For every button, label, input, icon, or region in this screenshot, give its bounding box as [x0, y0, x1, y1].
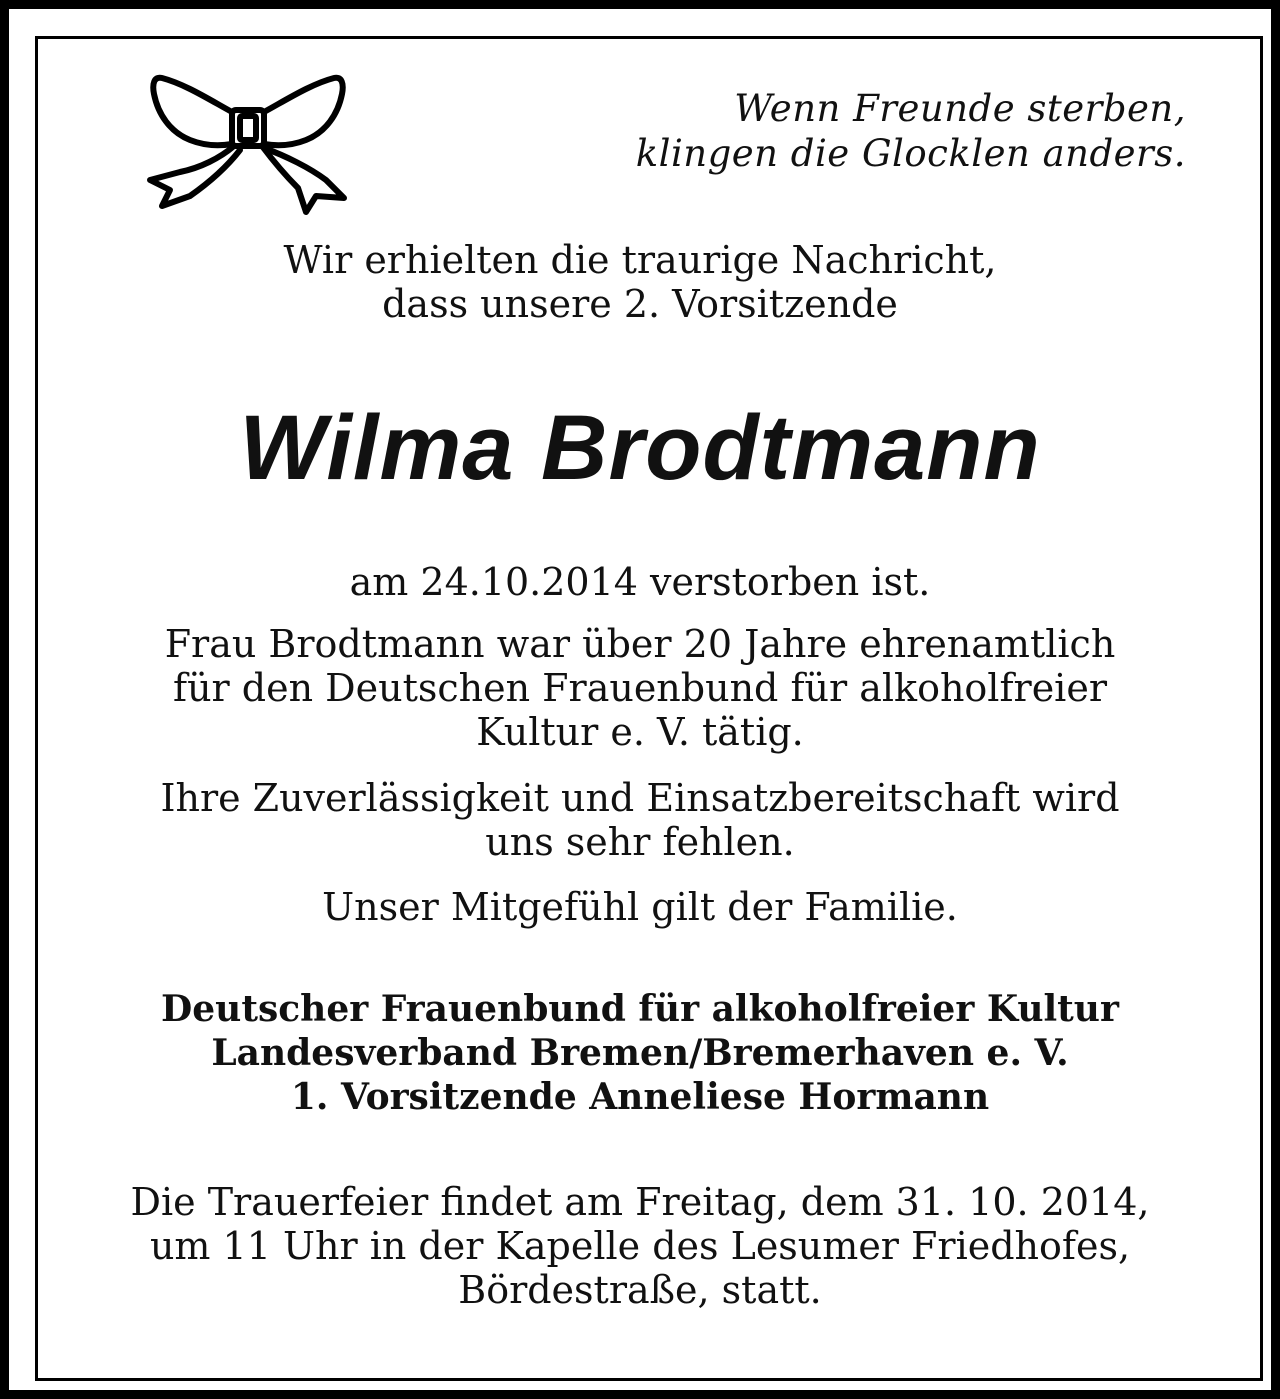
tribute-line: Frau Brodtmann war über 20 Jahre ehrenamtlich: [164, 622, 1116, 666]
death-date-line: am 24.10.2014 verstorben ist.: [349, 560, 931, 604]
signature-line: Deutscher Frauenbund für alkoholfreier Kultur: [161, 988, 1119, 1030]
signature-block: [30, 987, 1250, 1119]
signature-line: 1. Vorsitzende Anneliese Hormann: [290, 1076, 990, 1118]
motto-line: Wenn Freunde sterben,: [734, 87, 1186, 130]
deceased-name: Wilma Brodtmann: [239, 397, 1041, 499]
funeral-info: [30, 1180, 1250, 1312]
motto-quote: [636, 86, 1186, 176]
bow-icon: [140, 70, 356, 220]
condolence-line: Unser Mitgefühl gilt der Familie.: [322, 885, 958, 929]
funeral-line: um 11 Uhr in der Kapelle des Lesumer Friedhofes,: [149, 1224, 1131, 1268]
motto-line: klingen die Glocklen anders.: [635, 132, 1186, 175]
tribute-line: uns sehr fehlen.: [485, 820, 795, 864]
intro-line: dass unsere 2. Vorsitzende: [382, 282, 898, 326]
tribute-line: Kultur e. V. tätig.: [476, 710, 804, 754]
intro-text: [30, 238, 1250, 326]
funeral-line: Bördestraße, statt.: [458, 1268, 822, 1312]
tribute-line: Ihre Zuverlässigkeit und Einsatzbereitschaft wird: [160, 776, 1120, 820]
funeral-line: Die Trauerfeier findet am Freitag, dem 31. 10. 2014,: [130, 1180, 1150, 1224]
intro-line: Wir erhielten die traurige Nachricht,: [283, 238, 997, 282]
tribute-paragraph-service: [30, 622, 1250, 754]
signature-line: Landesverband Bremen/Bremerhaven e. V.: [211, 1032, 1069, 1074]
tribute-line: für den Deutschen Frauenbund für alkoholfreier: [173, 666, 1107, 710]
tribute-paragraph-reliability: [30, 776, 1250, 864]
